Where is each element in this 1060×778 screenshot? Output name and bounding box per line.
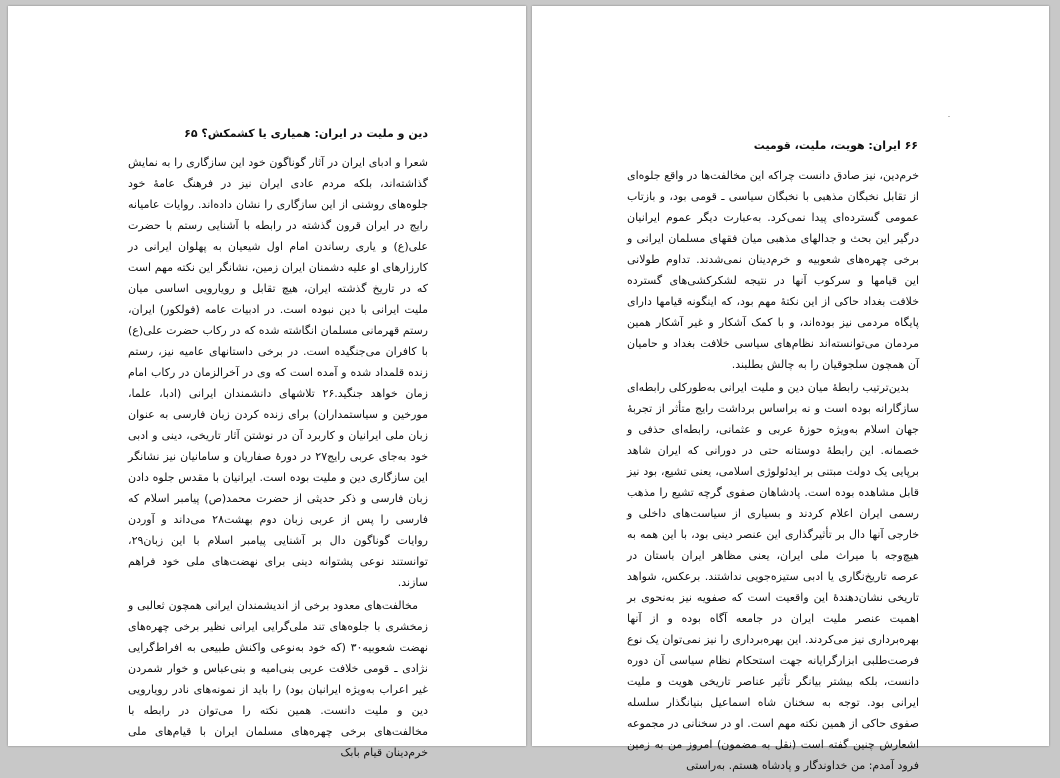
- right-page: [532, 6, 1049, 772]
- body-text: [128, 152, 428, 765]
- left-page: [8, 6, 526, 759]
- paragraph: شعرا و ادبای ایران در آثار گوناگون خود این سازگاری را به نمایش گذاشته‌اند، بلکه مردم عادی ایران نیز در فرهنگ عامهٔ خود جلوه‌های روشنی از این سازگاری را نشان داده‌اند. روایات عامیانه رایج در ایران قرون گذشته در رابطه با آشنایی رستم با حضرت علی(ع) و یاری رساندن امام اول شیعیان به پهلوان ایرانی در کارزارهای او علیه دشمنان ایران زمین، نشانگر این نکته مهم است که در تاریخ گذشته ایران، هیچ تقابل و رویارویی اساسی میان ملیت ایرانی با دین نبوده است. در ادبیات عامه (فولکور) ایران، رستم قهرمانی مسلمان انگاشته شده که در رکاب حضرت علی(ع) با کافران می‌جنگیده است. در برخی داستانهای عامیه نیز، رستم زنده قلمداد شده و آمده است که وی در آخرالزمان در رکاب امام زمان خواهد جنگید.۲۶ تلاشهای دانشمندان ایرانی (ادبا، علما، مورخین و سیاستمداران) برای زنده کردن زبان فارسی به عنوان زبان ملی ایرانیان و کاربرد آن در نوشتن آثار تاریخی، دینی و ادبی خود به‌جای عربی رایج۲۷ در دورهٔ صفاریان و سامانیان نیز نشانگر این سازگاری دین و ملیت بوده است. ایرانیان با مقدس جلوه دادن زبان فارسی و ذکر حدیثی از حضرت محمد(ص) پیامبر اسلام که فارسی را پس از عربی زبان دوم بهشت۲۸ می‌داند و آوردن روایات گوناگون دال بر آشنایی پیامبر اسلام با این زبان۲۹، توانستند نوعی پشتوانه دینی برای نهضت‌های ملی خود فراهم سازند.: [128, 156, 428, 589]
- paragraph: بدین‌ترتیب رابطهٔ میان دین و ملیت ایرانی به‌طورکلی رابطه‌ای سازگارانه بوده است و نه براساس برداشت رایج متأثر از تجربهٔ جهان اسلام به‌ویژه حوزهٔ عربی و عثمانی، رابطه‌ای حذفی و خصمانه. این رابطهٔ دوستانه حتی در دورانی که ایران شاهد برپایی یک دولت مبتنی بر ایدئولوژی اسلامی، یعنی تشیع، بود نیز قابل مشاهده بوده است. پادشاهان صفوی گرچه تشیع را مذهب رسمی ایران اعلام کردند و بسیاری از سیاست‌های داخلی و خارجی آنها دال بر تأثیرگذاری این عنصر دینی بود، با این همه به هیچ‌وجه با میراث ملی ایران، یعنی مظاهر ایران باستان در عرصه تاریخ‌نگاری یا ادبی ستیزه‌جویی نداشتند. برعکس، شواهد تاریخی نشان‌دهندهٔ این واقعیت است که صفویه نیز به‌نحوی بر اهمیت عنصر ملیت ایران در جامعه آگاه بوده و از آنها بهره‌برداری نیز می‌کردند. این بهره‌برداری را نیز نمی‌توان یک نوع فرصت‌طلبی ابزارگرایانه جهت استحکام نظام سیاسی آن دوره دانست، بلکه بیشتر بیانگر تأثیر عناصر تاریخی هویت و ملیت ایرانی بود. توجه به سخنان شاه اسماعیل بنیانگذار سلسله صفوی حاکی از همین نکته مهم است. او در سخنانی در مجموعه اشعارش چنین گفته است (نقل به مضمون) امروز من به زمین فرود آمدم: من خداوندگار و پادشاه هستم. به‌راستی: [627, 381, 919, 772]
- scan-speck: [948, 116, 950, 117]
- body-text: [627, 165, 919, 778]
- running-header: ۶۶ ایران: هویت، ملیت، قومیت: [753, 139, 918, 152]
- paragraph: مخالفت‌های معدود برخی از اندیشمندان ایرانی همچون ثعالبی و زمخشری با جلوه‌های تند ملی‌گرایی ایرانی نظیر برخی چهره‌های نهضت شعوبیه۳۰ (که خود به‌نوعی واکنش طبیعی به افراط‌گرایی نژادی ـ قومی خلافت عربی بنی‌امیه و بنی‌عباس و خوار شمردن غیر اعراب به‌ویژه ایرانیان بود) را باید از نمونه‌های نادر رویارویی دین و ملیت دانست. همین نکته را می‌توان در رابطه با مخالفت‌های برخی چهره‌های مسلمان ایران با قیام‌های ملی خرم‌دینان قیام بابک: [128, 599, 429, 759]
- running-header: دین و ملیت در ایران: همیاری یا کشمکش؟ ۶۵: [184, 127, 428, 140]
- paragraph: خرم‌دین، نیز صادق دانست چراکه این مخالفت‌ها در واقع جلوه‌ای از تقابل نخبگان مذهبی با نخبگان سیاسی ـ قومی بود، و بازتاب عمومی گسترده‌ای پیدا نمی‌کرد. به‌عبارت دیگر عموم ایرانیان درگیر این بحث و جدالهای مذهبی میان فقهای مسلمان ایرانی و برخی چهره‌های شعوبیه و خرم‌دینان نمی‌شدند. تداوم طولانی این قیامها و سرکوب آنها در نتیجه لشکرکشی‌های گسترده خلافت بغداد حاکی از این نکتهٔ مهم بود، که اینگونه قیامها دارای پایگاه مردمی نیز بوده‌اند، و با کمک آشکار و غیر آشکار همین مردمان می‌توانسته‌اند نظام‌های سیاسی خلافت بغداد و حامیان آن همچون سلجوقیان را به چالش بطلبند.: [627, 169, 919, 371]
